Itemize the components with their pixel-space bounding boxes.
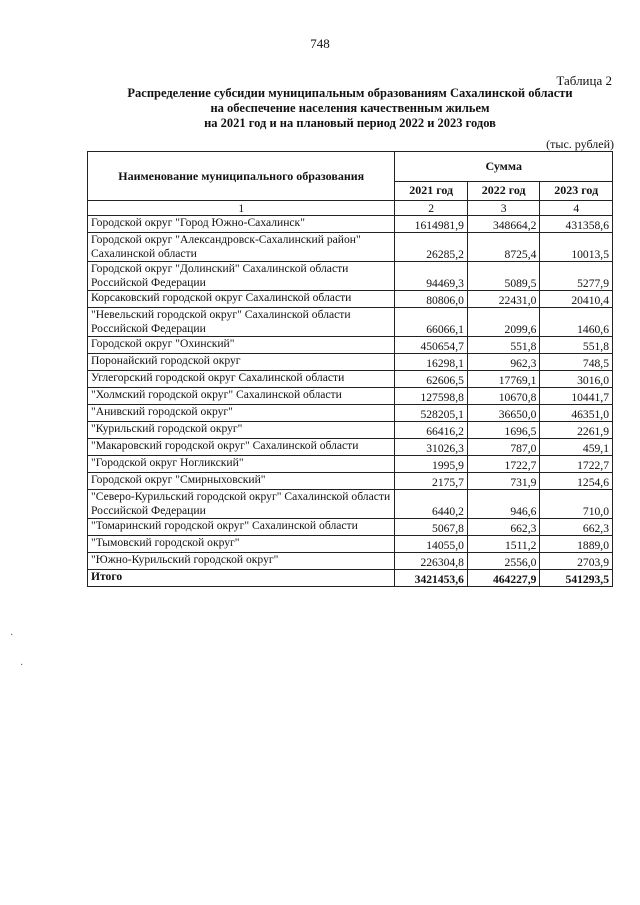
total-label: Итого [88, 570, 395, 587]
table-row [88, 456, 613, 473]
row-name: "Томаринский городской округ" Сахалинской области [88, 519, 395, 536]
row-2023: 10441,7 [540, 388, 613, 405]
table-row [88, 308, 613, 337]
table-row [88, 354, 613, 371]
table-row [88, 216, 613, 233]
row-2023: 5277,9 [540, 262, 613, 291]
row-2022: 1722,7 [467, 456, 540, 473]
row-2023: 1722,7 [540, 456, 613, 473]
row-2022: 2099,6 [467, 308, 540, 337]
header-year-2023: 2023 год [540, 181, 613, 200]
row-2023: 459,1 [540, 439, 613, 456]
row-2021: 80806,0 [395, 291, 468, 308]
table-row [88, 553, 613, 570]
row-name: Углегорский городской округ Сахалинской области [88, 371, 395, 388]
row-2021: 450654,7 [395, 337, 468, 354]
scan-speck: · [20, 660, 24, 671]
table-row [88, 233, 613, 262]
header-name: Наименование муниципального образования [88, 152, 395, 201]
header-sum: Сумма [395, 152, 613, 182]
row-2021: 1995,9 [395, 456, 468, 473]
row-name: Городской округ "Смирныховский" [88, 473, 395, 490]
row-name: Городской округ "Александровск-Сахалинский район" Сахалинской области [88, 233, 395, 262]
row-2022: 962,3 [467, 354, 540, 371]
row-name: "Южно-Курильский городской округ" [88, 553, 395, 570]
row-2023: 3016,0 [540, 371, 613, 388]
row-2022: 787,0 [467, 439, 540, 456]
total-2022: 464227,9 [467, 570, 540, 587]
row-2023: 551,8 [540, 337, 613, 354]
row-2022: 731,9 [467, 473, 540, 490]
row-2022: 10670,8 [467, 388, 540, 405]
title-line: на 2021 год и на плановый период 2022 и 2023 годов [204, 116, 496, 130]
row-2022: 36650,0 [467, 405, 540, 422]
table-row [88, 371, 613, 388]
row-2022: 348664,2 [467, 216, 540, 233]
row-2021: 226304,8 [395, 553, 468, 570]
row-2021: 66416,2 [395, 422, 468, 439]
row-2021: 1614981,9 [395, 216, 468, 233]
row-2022: 551,8 [467, 337, 540, 354]
table-row [88, 439, 613, 456]
row-2022: 662,3 [467, 519, 540, 536]
row-2022: 22431,0 [467, 291, 540, 308]
row-2021: 62606,5 [395, 371, 468, 388]
row-2023: 710,0 [540, 490, 613, 519]
row-2021: 94469,3 [395, 262, 468, 291]
row-2022: 1511,2 [467, 536, 540, 553]
row-2023: 2703,9 [540, 553, 613, 570]
table-row [88, 536, 613, 553]
row-name: "Городской округ Ногликский" [88, 456, 395, 473]
subsidy-table [87, 151, 613, 587]
table-row [88, 490, 613, 519]
table-row [88, 291, 613, 308]
row-2021: 66066,1 [395, 308, 468, 337]
row-name: Корсаковский городской округ Сахалинской области [88, 291, 395, 308]
header-year-2022: 2022 год [467, 181, 540, 200]
units-label: (тыс. рублей) [546, 137, 614, 151]
row-2023: 1254,6 [540, 473, 613, 490]
scan-speck: · [10, 630, 14, 641]
row-name: "Макаровский городской округ" Сахалинской области [88, 439, 395, 456]
row-name: "Северо-Курильский городской округ" Сахалинской области Российской Федерации [88, 490, 395, 519]
row-2022: 17769,1 [467, 371, 540, 388]
row-2022: 2556,0 [467, 553, 540, 570]
row-name: "Холмский городской округ" Сахалинской области [88, 388, 395, 405]
row-2023: 46351,0 [540, 405, 613, 422]
column-number: 1 [88, 201, 395, 216]
table-row [88, 388, 613, 405]
row-2022: 1696,5 [467, 422, 540, 439]
row-2021: 5067,8 [395, 519, 468, 536]
table-row [88, 519, 613, 536]
table-row [88, 473, 613, 490]
row-2023: 431358,6 [540, 216, 613, 233]
title-line: Распределение субсидии муниципальным образованиям Сахалинской области [127, 86, 573, 100]
column-number: 2 [395, 201, 468, 216]
row-2021: 528205,1 [395, 405, 468, 422]
table-row [88, 422, 613, 439]
row-name: Городской округ "Город Южно-Сахалинск" [88, 216, 395, 233]
row-2023: 1889,0 [540, 536, 613, 553]
total-2023: 541293,5 [540, 570, 613, 587]
total-row [88, 570, 613, 587]
row-2023: 1460,6 [540, 308, 613, 337]
row-name: Поронайский городской округ [88, 354, 395, 371]
header-year-2021: 2021 год [395, 181, 468, 200]
column-number: 3 [467, 201, 540, 216]
row-2023: 662,3 [540, 519, 613, 536]
row-2022: 8725,4 [467, 233, 540, 262]
row-name: Городской округ "Долинский" Сахалинской области Российской Федерации [88, 262, 395, 291]
title-line: на обеспечение населения качественным жильем [210, 101, 490, 115]
row-name: "Курильский городской округ" [88, 422, 395, 439]
row-name: "Невельский городской округ" Сахалинской области Российской Федерации [88, 308, 395, 337]
document-title [90, 86, 610, 131]
row-name: "Анивский городской округ" [88, 405, 395, 422]
row-2023: 10013,5 [540, 233, 613, 262]
row-2022: 5089,5 [467, 262, 540, 291]
row-2023: 748,5 [540, 354, 613, 371]
table-row [88, 337, 613, 354]
row-2021: 14055,0 [395, 536, 468, 553]
row-name: Городской округ "Охинский" [88, 337, 395, 354]
row-2023: 20410,4 [540, 291, 613, 308]
row-2021: 6440,2 [395, 490, 468, 519]
row-name: "Тымовский городской округ" [88, 536, 395, 553]
table-row [88, 405, 613, 422]
row-2021: 31026,3 [395, 439, 468, 456]
table-label: Таблица 2 [556, 73, 612, 88]
row-2022: 946,6 [467, 490, 540, 519]
row-2021: 127598,8 [395, 388, 468, 405]
row-2023: 2261,9 [540, 422, 613, 439]
table-row [88, 262, 613, 291]
total-2021: 3421453,6 [395, 570, 468, 587]
column-number: 4 [540, 201, 613, 216]
page-number: 748 [310, 36, 330, 51]
row-2021: 26285,2 [395, 233, 468, 262]
row-2021: 2175,7 [395, 473, 468, 490]
row-2021: 16298,1 [395, 354, 468, 371]
